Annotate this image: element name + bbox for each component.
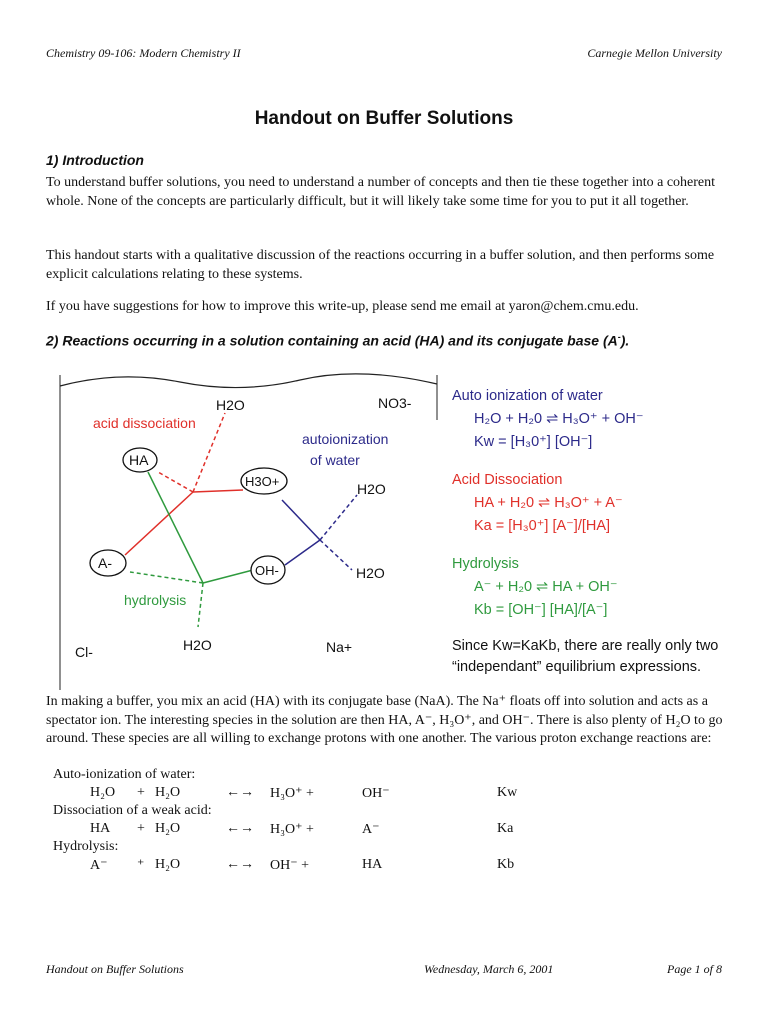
sodium-label: Na+ bbox=[326, 639, 353, 655]
reaction-k: Kw bbox=[497, 785, 518, 800]
legend-note-line-1: Since Kw=KaKb, there are really only two bbox=[452, 638, 719, 654]
header-course: Chemistry 09-106: Modern Chemistry II bbox=[46, 46, 241, 60]
reaction-p1: ⁺ bbox=[137, 858, 145, 873]
reaction-pr2: HA bbox=[362, 857, 383, 872]
legend-acid-k: Ka = [H₃0⁺] [A⁻]/[HA] bbox=[474, 518, 611, 534]
page-title: Handout on Buffer Solutions bbox=[254, 108, 514, 129]
water-label-bottom: H2O bbox=[183, 637, 212, 653]
acid-dissociation-label: acid dissociation bbox=[93, 415, 196, 431]
section-1-heading: 1) Introduction bbox=[46, 152, 144, 168]
reaction-r2: H₂O bbox=[155, 821, 181, 836]
reaction-p1: + bbox=[137, 821, 145, 836]
intro-paragraph-3: If you have suggestions for how to improve this write-up, please send me email at yaron@chem.cmu.edu. bbox=[46, 299, 639, 314]
reaction-k: Ka bbox=[497, 821, 514, 836]
reaction-label: Hydrolysis: bbox=[53, 839, 119, 854]
reaction-arrow: ←→ bbox=[226, 821, 254, 836]
legend-hydrolysis-equation: A⁻ + H₂0 ⇌ HA + OH⁻ bbox=[474, 579, 618, 595]
reaction-r2: H₂O bbox=[155, 785, 181, 800]
buffer-paragraph: In making a buffer, you mix an acid (HA) with its conjugate base (NaA). The Na⁺ floats off into solution and acts as a spectator ion. The interesting species in the solution are then HA, A⁻, H₃O⁺, and OH⁻. There is also plenty of H₂O to go around. These species are all willing to exchange protons with one another. The various proton exchange reactions are: bbox=[46, 694, 723, 746]
autoionization-label: autoionization bbox=[302, 431, 389, 447]
legend-note-line-2: “independant” equilibrium expressions. bbox=[452, 659, 702, 675]
intro-paragraph-2: This handout starts with a qualitative discussion of the reactions occurring in a buffer solution, and then performs some explicit calculations relating to these systems. bbox=[46, 248, 715, 282]
chloride-label: Cl- bbox=[75, 644, 93, 660]
reaction-r1: A⁻ bbox=[90, 858, 108, 873]
legend-hydrolysis-k: Kb = [OH⁻] [HA]/[A⁻] bbox=[474, 602, 608, 618]
water-label-right-bottom: H2O bbox=[356, 565, 385, 581]
footer-title: Handout on Buffer Solutions bbox=[46, 962, 184, 976]
legend-auto-title: Auto ionization of water bbox=[452, 388, 603, 404]
reaction-pr2: A⁻ bbox=[362, 822, 380, 837]
heading-sup: - bbox=[617, 332, 621, 342]
water-label-right-top: H2O bbox=[357, 481, 386, 497]
intro-paragraph-1: To understand buffer solutions, you need to understand a number of concepts and then tie these together into a coherent whole. None of the concepts are particularly difficult, but it will likely take some time for you to put it all together. bbox=[46, 175, 716, 209]
reaction-k: Kb bbox=[497, 857, 515, 872]
footer-date: Wednesday, March 6, 2001 bbox=[424, 962, 554, 976]
legend-auto-equation: H₂O + H₂0 ⇌ H₃O⁺ + OH⁻ bbox=[474, 411, 644, 427]
footer-page: Page 1 of 8 bbox=[667, 962, 722, 976]
legend-auto-k: Kw = [H₃0⁺] [OH⁻] bbox=[474, 434, 593, 450]
reaction-pr1: H₃O⁺ + bbox=[270, 822, 314, 837]
reaction-r1: HA bbox=[90, 821, 111, 836]
a-minus-label: A- bbox=[98, 555, 112, 571]
reaction-arrow: ←→ bbox=[226, 785, 254, 800]
legend-acid-equation: HA + H₂0 ⇌ H₃O⁺ + A⁻ bbox=[474, 495, 623, 511]
reaction-p1: + bbox=[137, 785, 145, 800]
reaction-label: Dissociation of a weak acid: bbox=[53, 803, 212, 818]
of-water-label: of water bbox=[310, 452, 360, 468]
water-label-top: H2O bbox=[216, 397, 245, 413]
reaction-r1: H₂O bbox=[90, 785, 116, 800]
h3o-label: H3O+ bbox=[245, 474, 280, 489]
nitrate-label: NO3- bbox=[378, 395, 412, 411]
legend-acid-title: Acid Dissociation bbox=[452, 472, 563, 488]
reaction-r2: H₂O bbox=[155, 857, 181, 872]
ha-label: HA bbox=[129, 452, 149, 468]
reaction-pr1: H₃O⁺ + bbox=[270, 786, 314, 801]
legend-hydrolysis-title: Hydrolysis bbox=[452, 556, 519, 572]
heading-end: ). bbox=[620, 332, 630, 349]
reaction-arrow: ←→ bbox=[226, 857, 254, 872]
hydrolysis-label: hydrolysis bbox=[124, 592, 187, 608]
reaction-pr1: OH⁻ + bbox=[270, 858, 310, 873]
heading-text: 2) Reactions occurring in a solution containing an acid (HA) and its conjugate base (A bbox=[46, 332, 618, 349]
header-university: Carnegie Mellon University bbox=[587, 46, 722, 60]
reaction-pr2: OH⁻ bbox=[362, 786, 390, 801]
reaction-label: Auto-ionization of water: bbox=[53, 767, 196, 782]
oh-label: OH- bbox=[255, 563, 279, 578]
